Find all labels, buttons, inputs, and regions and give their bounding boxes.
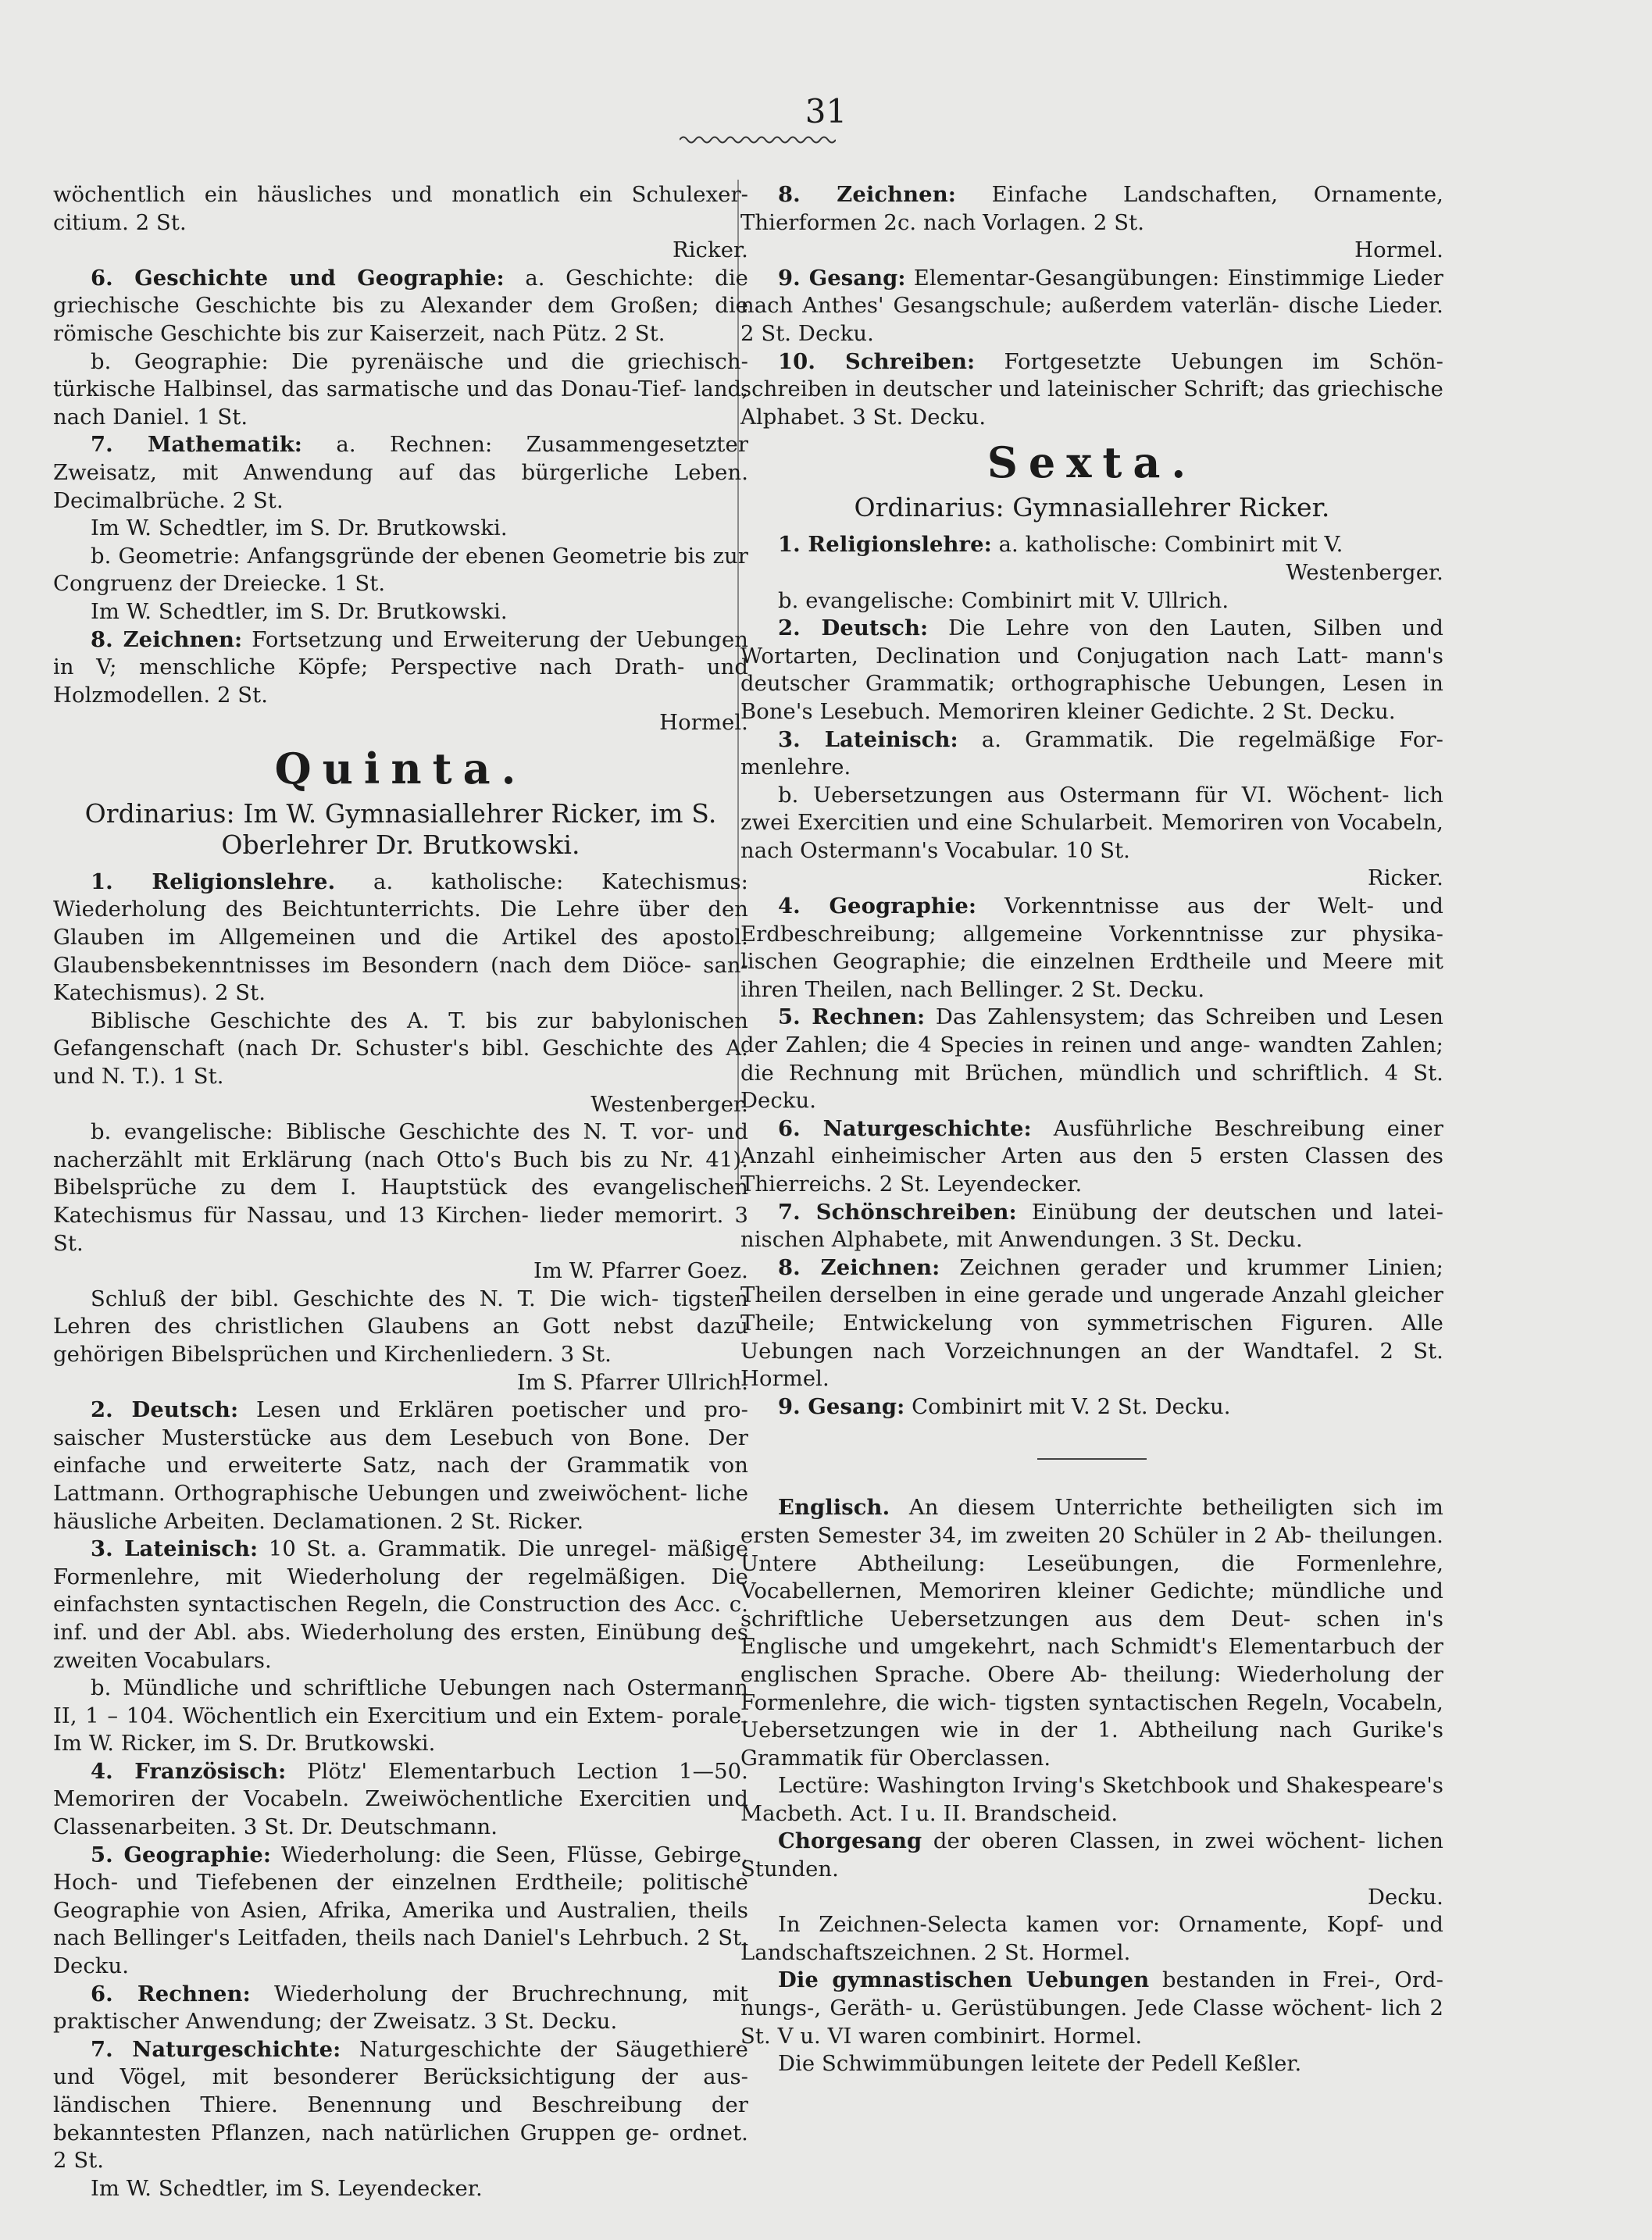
subject-heading: 5. Geographie: <box>91 1842 272 1867</box>
paragraph <box>53 1981 748 2036</box>
paragraph <box>53 1842 748 1981</box>
paragraph-text: Zeichnen gerader und krummer Linien; Theilen derselben in eine gerade und ungerade Anzahl gleicher Theile; Entwickelung von symmetrischen Figuren. Alle Uebungen nach Vorzeichnungen an der Wandtafel. 2 St. Hormel. <box>740 1255 1443 1392</box>
page-number: 31 <box>805 92 847 130</box>
paragraph-text: Die Lehre von den Lauten, Silben und Wortarten, Declination und Conjugation nach Latt- mann's deutscher Grammatik; orthographische Uebungen, Lesen in Bone's Lesebuch. Memoriren kleiner Gedichte. 2 St. Decku. <box>740 616 1443 724</box>
subject-heading: 4. Französisch: <box>91 1758 287 1784</box>
paragraph <box>53 2036 748 2175</box>
subject-heading: 8. Zeichnen: <box>778 182 956 207</box>
subject-heading: 7. Schönschreiben: <box>778 1199 1017 1225</box>
paragraph-text: Wiederholung der Bruchrechnung, mit praktischer Anwendung; der Zweisatz. 3 St. Decku. <box>53 1981 748 2035</box>
teacher-line: Im W. Schedtler, im S. Dr. Brutkowski. <box>91 516 508 541</box>
paragraph: b. evangelische: Biblische Geschichte des N. T. vor- und nacherzählt mit Erklärung (nach Otto's Buch bis zu Nr. 41). Bibelsprüche zu dem I. Hauptstück des evangelischen Katechismus für Nassau, und 13 Kirchen- lieder memorirt. 3 St. <box>53 1120 748 1256</box>
paragraph <box>740 1115 1443 1199</box>
left-column <box>53 181 748 2203</box>
paragraph: Lectüre: Washington Irving's Sketchbook und Shakespeare's Macbeth. Act. I u. II. Brandscheid. <box>740 1774 1443 1826</box>
subject-heading: 9. Gesang: <box>778 1393 905 1419</box>
paragraph <box>53 431 748 515</box>
teacher-line: Im W. Schedtler, im S. Dr. Brutkowski. <box>91 599 508 624</box>
paragraph: Die Schwimmübungen leitete der Pedell Keßler. <box>778 2052 1302 2077</box>
subject-heading: 7. Naturgeschichte: <box>91 2036 341 2062</box>
paragraph <box>740 181 1443 237</box>
teacher-signature: Ricker. <box>1367 866 1443 891</box>
teacher-signature: Decku. <box>1367 1885 1443 1910</box>
subject-heading: 1. Religionslehre. <box>91 869 336 894</box>
paragraph: wöchentlich ein häusliches und monatlich ein Schulexer- citium. 2 St. <box>53 183 748 235</box>
paragraph <box>740 348 1443 432</box>
subject-heading: 2. Deutsch: <box>778 615 929 641</box>
paragraph-text: Wiederholung: die Seen, Flüsse, Gebirge, Hoch- und Tiefebenen der einzelnen Erdtheile; politische Geographie von Asien, Afrika, Amerika und Australien, theils nach Bellinger's Leitfaden, theils nach Daniel's Lehrbuch. 2 St. Decku. <box>53 1842 748 1979</box>
teacher-signature: Westenberger. <box>1286 560 1443 585</box>
paragraph-text: Das Zahlensystem; das Schreiben und Lesen der Zahlen; die 4 Species in reinen und ange- wandten Zahlen; die Rechnung mit Brüchen, mündlich und schriftlich. 4 St. Decku. <box>740 1005 1443 1114</box>
paragraph-text: 10 St. a. Grammatik. Die unregel- mäßige Formenlehre, mit Wiederholung der regelmäßigen. Die einfachsten syntactischen Regeln, die Construction des Acc. c. inf. und der Abl. abs. Wiederholung des ersten, Einübung des zweiten Vocabulars. <box>53 1537 749 1673</box>
paragraph-text: a. katholische: Katechismus: Wiederholung des Beichtunterrichts. Die Lehre über den Glauben im Allgemeinen und die Artikel des apostol. Glaubensbekenntnisses im Besondern (nach dem Diöce- san-Katechismus). 2 St. <box>53 869 748 1006</box>
teacher-signature: Im W. Pfarrer Goez. <box>533 1259 748 1284</box>
paragraph: b. Geometrie: Anfangsgründe der ebenen Geometrie bis zur Congruenz der Dreiecke. 1 St. <box>53 544 748 597</box>
paragraph: b. evangelische: Combinirt mit V. Ullrich. <box>778 588 1229 613</box>
subject-heading: Englisch. <box>778 1495 890 1521</box>
paragraph-text: Einübung der deutschen und latei- nischen Alphabete, mit Anwendungen. 3 St. Decku. <box>740 1200 1444 1253</box>
section-title-quinta: Quinta. <box>274 743 527 794</box>
subject-heading: 7. Mathematik: <box>91 432 303 458</box>
paragraph-text: a. katholische: Combinirt mit V. <box>998 533 1343 558</box>
paragraph: b. Mündliche und schriftliche Uebungen nach Ostermann II, 1 – 104. Wöchentlich ein Exercitium und ein Extem- porale. Im W. Ricker, im S. Dr. Brutkowski. <box>53 1676 748 1757</box>
paragraph-text: bestanden in Frei-, Ord- nungs-, Geräth- u. Gerüstübungen. Jede Classe wöchent- lich 2 St. V u. VI waren combinirt. Hormel. <box>740 1968 1444 2049</box>
teacher-signature: Hormel. <box>659 711 748 736</box>
subject-heading: 5. Rechnen: <box>778 1004 926 1030</box>
paragraph <box>740 893 1443 1004</box>
paragraph <box>53 265 748 348</box>
subject-heading: 8. Zeichnen: <box>778 1254 940 1280</box>
paragraph <box>740 1254 1443 1393</box>
paragraph <box>740 1494 1443 1772</box>
paragraph-text: a. Grammatik. Die regelmäßige For- menlehre. <box>740 727 1443 780</box>
subject-heading: Chorgesang <box>778 1828 922 1854</box>
subject-heading: 6. Naturgeschichte: <box>778 1115 1032 1141</box>
paragraph-text: Vorkenntnisse aus der Welt- und Erdbeschreibung; allgemeine Vorkenntnisse zur physika- lischen Geographie; die einzelnen Erdtheile und Meere mit ihren Theilen, nach Bellinger. 2 St. Decku. <box>740 894 1443 1002</box>
subject-heading: 6. Rechnen: <box>91 1981 251 2006</box>
paragraph-text: Einfache Landschaften, Ornamente, Thierformen 2c. nach Vorlagen. 2 St. <box>740 183 1443 235</box>
subject-heading: 1. Religionslehre: <box>778 532 992 558</box>
teacher-line: Im W. Schedtler, im S. Leyendecker. <box>91 2176 483 2201</box>
paragraph <box>53 1536 748 1675</box>
paragraph-text: der oberen Classen, in zwei wöchent- lichen Stunden. <box>740 1829 1443 1882</box>
teacher-signature: Westenberger. <box>591 1092 748 1117</box>
paragraph-text: Fortsetzung und Erweiterung der Uebungen in V; menschliche Köpfe; Perspective nach Drath- und Holzmodellen. 2 St. <box>53 627 748 708</box>
paragraph <box>740 615 1443 726</box>
paragraph-text: Elementar-Gesangübungen: Einstimmige Lieder nach Anthes' Gesangschule; außerdem vaterlän- dische Lieder. 2 St. Decku. <box>740 266 1443 346</box>
paragraph <box>740 1199 1443 1254</box>
paragraph <box>740 1828 1443 1883</box>
paragraph <box>740 1393 1443 1421</box>
paragraph-text: Lesen und Erklären poetischer und pro- saischer Musterstücke aus dem Lesebuch von Bone. Der einfache und erweiterte Satz, nach der Grammatik von Lattmann. Orthographische Uebungen und zweiwöchent- liche häusliche Arbeiten. Declamationen. 2 St. Ricker. <box>53 1398 748 1534</box>
subject-heading: 6. Geschichte und Geographie: <box>91 265 505 291</box>
right-column <box>740 181 1443 2078</box>
subject-heading: 9. Gesang: <box>778 265 906 291</box>
paragraph <box>740 726 1443 782</box>
paragraph <box>740 1004 1443 1115</box>
ordinarius-line: Ordinarius: Im W. Gymnasiallehrer Ricker, im S. Oberlehrer Dr. Brutkowski. <box>84 797 717 860</box>
subject-heading: 2. Deutsch: <box>91 1397 239 1423</box>
paragraph-text: An diesem Unterrichte betheiligten sich im ersten Semester 34, im zweiten 20 Schüler in 2 Ab- theilungen. Untere Abtheilung: Leseübungen, die Formenlehre, Vocabellernen, Memoriren kleiner Gedichte; mündliche und schriftliche Uebersetzungen aus dem Deut- schen in's Englische und umgekehrt, nach Schmidt's Elementarbuch der englischen Sprache. Obere Ab- theilung: Wiederholung der Formenlehre, die wich- tigsten syntactischen Regeln, Vocabeln, Uebersetzungen wie in der 1. Abtheilung nach Gurike's Grammatik für Oberclassen. <box>740 1496 1443 1771</box>
paragraph: Biblische Geschichte des A. T. bis zur babylonischen Gefangenschaft (nach Dr. Schuster's bibl. Geschichte des A. und N. T.). 1 St. <box>53 1008 748 1090</box>
paragraph <box>53 626 748 710</box>
subject-heading: 10. Schreiben: <box>778 348 976 374</box>
subject-heading: 3. Lateinisch: <box>91 1536 259 1562</box>
paragraph <box>53 1758 748 1842</box>
section-rule <box>1037 1458 1147 1460</box>
wave-ornament <box>680 134 836 145</box>
section-title-sexta: Sexta. <box>987 437 1197 488</box>
paragraph <box>740 265 1443 348</box>
subject-heading: Die gymnastischen Uebungen <box>778 1967 1150 1993</box>
teacher-signature: Ricker. <box>672 238 748 263</box>
paragraph: b. Uebersetzungen aus Ostermann für VI. Wöchent- lich zwei Exercitien und eine Schularbeit. Memoriren von Vocabeln, nach Ostermann's Vocabular. 10 St. <box>740 783 1443 863</box>
paragraph-text: Plötz' Elementarbuch Lection 1—50. Memoriren der Vocabeln. Zweiwöchentliche Exercitien und Classenarbeiten. 3 St. Dr. Deutschmann. <box>53 1759 748 1840</box>
subject-heading: 4. Geographie: <box>778 894 977 919</box>
paragraph-text: Fortgesetzte Uebungen im Schön- schreiben in deutscher und lateinischer Schrift; das griechische Alphabet. 3 St. Decku. <box>740 349 1443 430</box>
paragraph-text: a. Rechnen: Zusammengesetzter Zweisatz, mit Anwendung auf das bürgerliche Leben. Decimalbrüche. 2 St. <box>53 433 749 513</box>
paragraph: Schluß der bibl. Geschichte des N. T. Die wich- tigsten Lehren des christlichen Glaubens an Gott nebst dazu gehörigen Bibelsprüchen und Kirchenliedern. 3 St. <box>53 1286 748 1367</box>
paragraph <box>740 1967 1443 2050</box>
paragraph-text: Ausführliche Beschreibung einer Anzahl einheimischer Arten aus den 5 ersten Classen des Thierreichs. 2 St. Leyendecker. <box>740 1116 1444 1197</box>
paragraph <box>53 1396 748 1536</box>
teacher-signature: Hormel. <box>1354 238 1443 263</box>
subject-heading: 8. Zeichnen: <box>91 626 243 652</box>
paragraph-text: a. Geschichte: die griechische Geschichte bis zu Alexander dem Großen; die römische Geschichte bis zur Kaiserzeit, nach Pütz. 2 St. <box>53 266 748 346</box>
paragraph <box>53 869 748 1008</box>
paragraph <box>740 531 1443 559</box>
teacher-signature: Im S. Pfarrer Ullrich. <box>516 1370 748 1395</box>
paragraph: b. Geographie: Die pyrenäische und die griechisch- türkische Halbinsel, das sarmatische und das Donau-Tief- land, nach Daniel. 1 St. <box>53 349 748 430</box>
paragraph-text: Naturgeschichte der Säugethiere und Vögel, mit besonderer Berücksichtigung der aus- ländischen Thiere. Benennung und Beschreibung der bekanntesten Pflanzen, nach natürlichen Gruppen ge- ordnet. 2 St. <box>53 2037 748 2174</box>
subject-heading: 3. Lateinisch: <box>778 726 958 752</box>
paragraph: In Zeichnen-Selecta kamen vor: Ornamente, Kopf- und Landschaftszeichnen. 2 St. Hormel. <box>740 1913 1443 1965</box>
paragraph-text: Combinirt mit V. 2 St. Decku. <box>912 1394 1231 1419</box>
ordinarius-line: Ordinarius: Gymnasiallehrer Ricker. <box>854 492 1330 523</box>
